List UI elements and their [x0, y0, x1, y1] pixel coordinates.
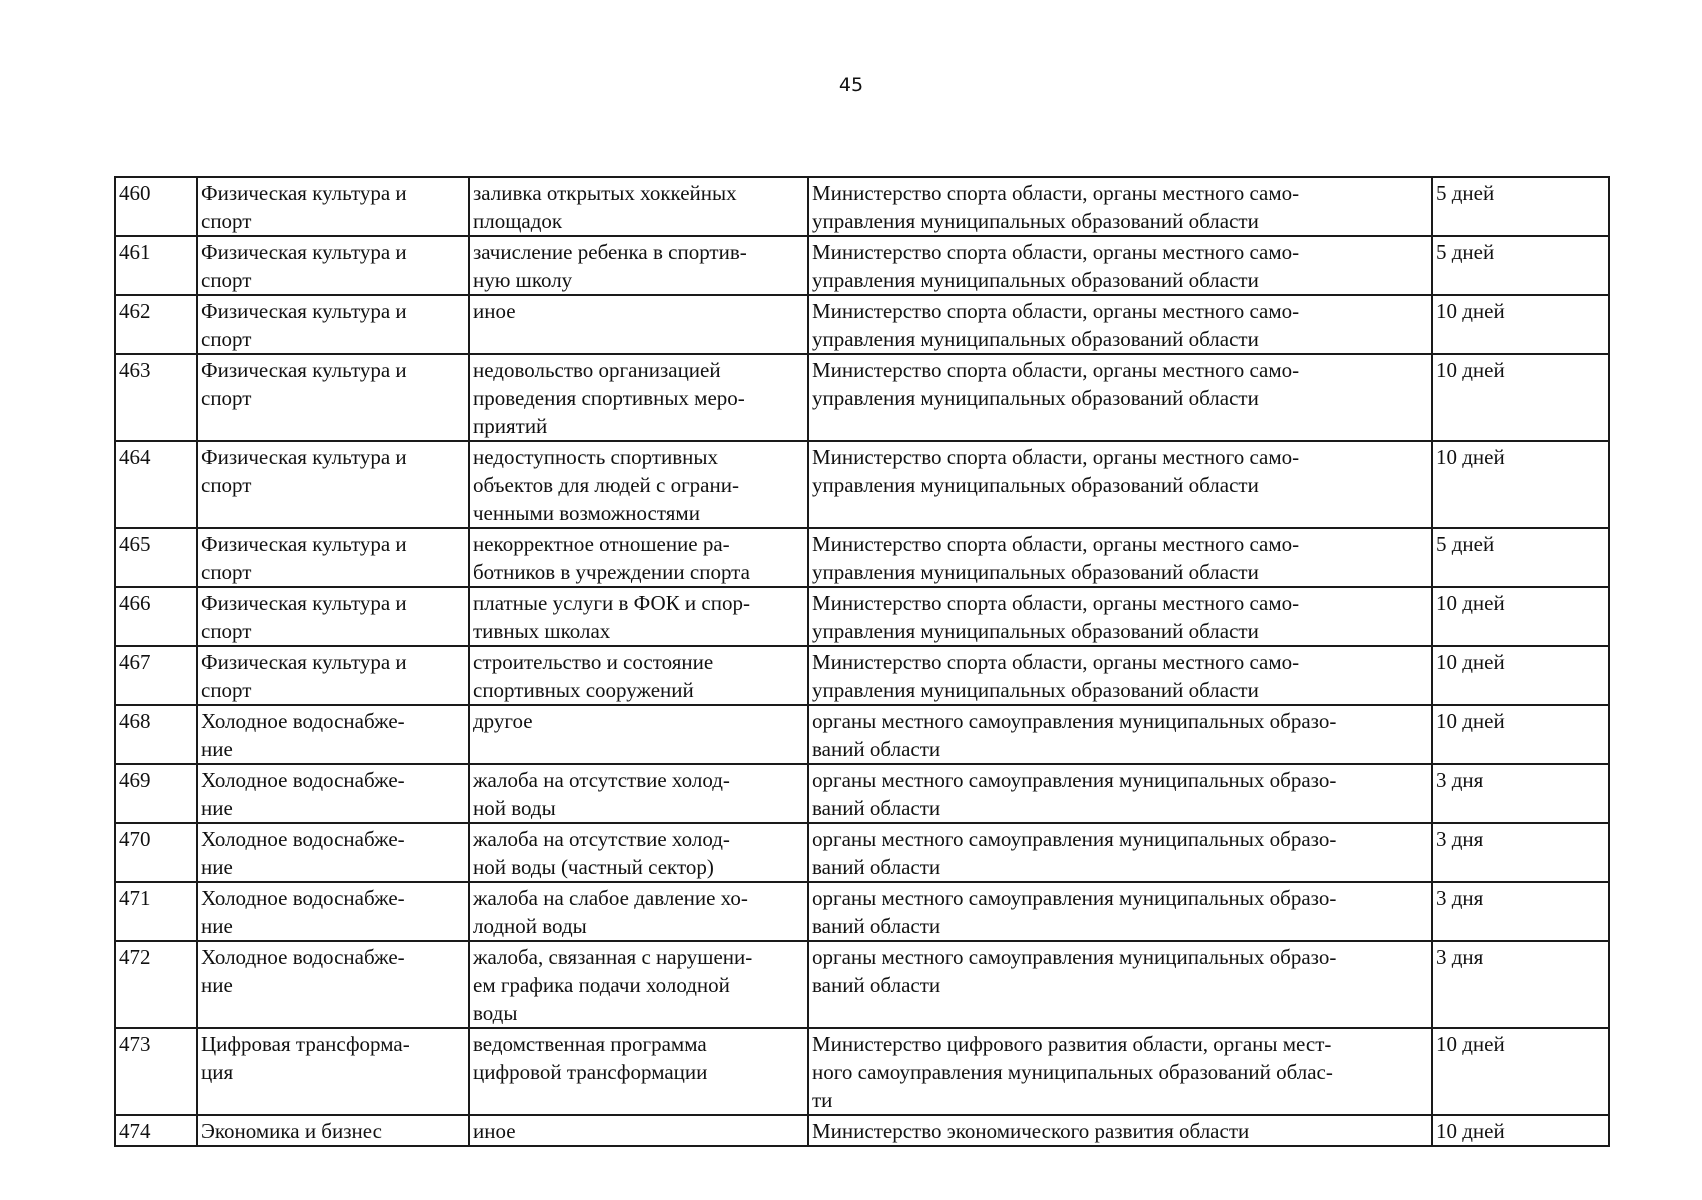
topic-cell: недоступность спортивных объектов для людей с ограни- ченными возможностями [469, 441, 808, 528]
topic-cell: жалоба на слабое давление хо- лодной воды [469, 882, 808, 941]
area-cell: Холодное водоснабже- ние [197, 823, 469, 882]
area-cell: Физическая культура и спорт [197, 441, 469, 528]
row-number-cell: 472 [115, 941, 197, 1028]
term-cell: 3 дня [1432, 823, 1609, 882]
row-number-cell: 463 [115, 354, 197, 441]
responsible-cell: Министерство спорта области, органы местного само- управления муниципальных образований области [808, 236, 1432, 295]
area-cell: Физическая культура и спорт [197, 354, 469, 441]
topic-cell: зачисление ребенка в спортив- ную школу [469, 236, 808, 295]
page-number: 45 [838, 74, 864, 96]
topic-cell: иное [469, 295, 808, 354]
term-cell: 10 дней [1432, 587, 1609, 646]
topic-cell: недовольство организацией проведения спортивных меро- приятий [469, 354, 808, 441]
topic-cell: ведомственная программа цифровой трансформации [469, 1028, 808, 1115]
row-number-cell: 468 [115, 705, 197, 764]
responsible-cell: Министерство спорта области, органы местного само- управления муниципальных образований области [808, 177, 1432, 236]
area-cell: Физическая культура и спорт [197, 236, 469, 295]
row-number-cell: 467 [115, 646, 197, 705]
term-cell: 10 дней [1432, 1115, 1609, 1146]
responsible-cell: Министерство спорта области, органы местного само- управления муниципальных образований области [808, 646, 1432, 705]
document-table [114, 176, 1610, 1147]
table-row [115, 177, 1609, 236]
topic-cell: иное [469, 1115, 808, 1146]
row-number-cell: 473 [115, 1028, 197, 1115]
row-number-cell: 461 [115, 236, 197, 295]
topic-cell: жалоба на отсутствие холод- ной воды [469, 764, 808, 823]
table-row [115, 646, 1609, 705]
row-number-cell: 460 [115, 177, 197, 236]
term-cell: 10 дней [1432, 646, 1609, 705]
area-cell: Физическая культура и спорт [197, 177, 469, 236]
responsible-cell: органы местного самоуправления муниципальных образо- ваний области [808, 941, 1432, 1028]
responsible-cell: Министерство экономического развития области [808, 1115, 1432, 1146]
topic-cell: жалоба, связанная с нарушени- ем графика подачи холодной воды [469, 941, 808, 1028]
table-body [115, 177, 1609, 1146]
row-number-cell: 471 [115, 882, 197, 941]
responsible-cell: органы местного самоуправления муниципальных образо- ваний области [808, 705, 1432, 764]
responsible-cell: Министерство спорта области, органы местного само- управления муниципальных образований области [808, 441, 1432, 528]
row-number-cell: 474 [115, 1115, 197, 1146]
table-row [115, 295, 1609, 354]
table-row [115, 705, 1609, 764]
responsible-cell: Министерство спорта области, органы местного само- управления муниципальных образований области [808, 587, 1432, 646]
area-cell: Физическая культура и спорт [197, 295, 469, 354]
table-row [115, 441, 1609, 528]
topic-cell: строительство и состояние спортивных сооружений [469, 646, 808, 705]
table-row [115, 236, 1609, 295]
topic-cell: заливка открытых хоккейных площадок [469, 177, 808, 236]
area-cell: Экономика и бизнес [197, 1115, 469, 1146]
area-cell: Цифровая трансформа- ция [197, 1028, 469, 1115]
responsible-cell: Министерство спорта области, органы местного само- управления муниципальных образований области [808, 295, 1432, 354]
topic-cell: жалоба на отсутствие холод- ной воды (частный сектор) [469, 823, 808, 882]
responsible-cell: органы местного самоуправления муниципальных образо- ваний области [808, 882, 1432, 941]
table-row [115, 1028, 1609, 1115]
table-row [115, 1115, 1609, 1146]
table-row [115, 882, 1609, 941]
term-cell: 10 дней [1432, 705, 1609, 764]
area-cell: Холодное водоснабже- ние [197, 882, 469, 941]
row-number-cell: 462 [115, 295, 197, 354]
term-cell: 5 дней [1432, 236, 1609, 295]
responsible-cell: Министерство цифрового развития области, органы мест- ного самоуправления муниципальных образований облас- ти [808, 1028, 1432, 1115]
term-cell: 5 дней [1432, 528, 1609, 587]
area-cell: Физическая культура и спорт [197, 528, 469, 587]
term-cell: 3 дня [1432, 941, 1609, 1028]
table-row [115, 823, 1609, 882]
area-cell: Холодное водоснабже- ние [197, 764, 469, 823]
term-cell: 5 дней [1432, 177, 1609, 236]
table-row [115, 764, 1609, 823]
row-number-cell: 465 [115, 528, 197, 587]
term-cell: 10 дней [1432, 1028, 1609, 1115]
area-cell: Холодное водоснабже- ние [197, 705, 469, 764]
table-row [115, 354, 1609, 441]
row-number-cell: 466 [115, 587, 197, 646]
area-cell: Физическая культура и спорт [197, 587, 469, 646]
term-cell: 10 дней [1432, 441, 1609, 528]
responsible-cell: органы местного самоуправления муниципальных образо- ваний области [808, 823, 1432, 882]
responsible-cell: Министерство спорта области, органы местного само- управления муниципальных образований области [808, 354, 1432, 441]
topic-cell: платные услуги в ФОК и спор- тивных школах [469, 587, 808, 646]
area-cell: Холодное водоснабже- ние [197, 941, 469, 1028]
row-number-cell: 469 [115, 764, 197, 823]
table-row [115, 941, 1609, 1028]
row-number-cell: 470 [115, 823, 197, 882]
term-cell: 10 дней [1432, 354, 1609, 441]
topic-cell: некорректное отношение ра- ботников в учреждении спорта [469, 528, 808, 587]
table-row [115, 587, 1609, 646]
row-number-cell: 464 [115, 441, 197, 528]
topic-cell: другое [469, 705, 808, 764]
area-cell: Физическая культура и спорт [197, 646, 469, 705]
table-row [115, 528, 1609, 587]
responsible-cell: Министерство спорта области, органы местного само- управления муниципальных образований области [808, 528, 1432, 587]
term-cell: 3 дня [1432, 882, 1609, 941]
term-cell: 10 дней [1432, 295, 1609, 354]
responsible-cell: органы местного самоуправления муниципальных образо- ваний области [808, 764, 1432, 823]
term-cell: 3 дня [1432, 764, 1609, 823]
